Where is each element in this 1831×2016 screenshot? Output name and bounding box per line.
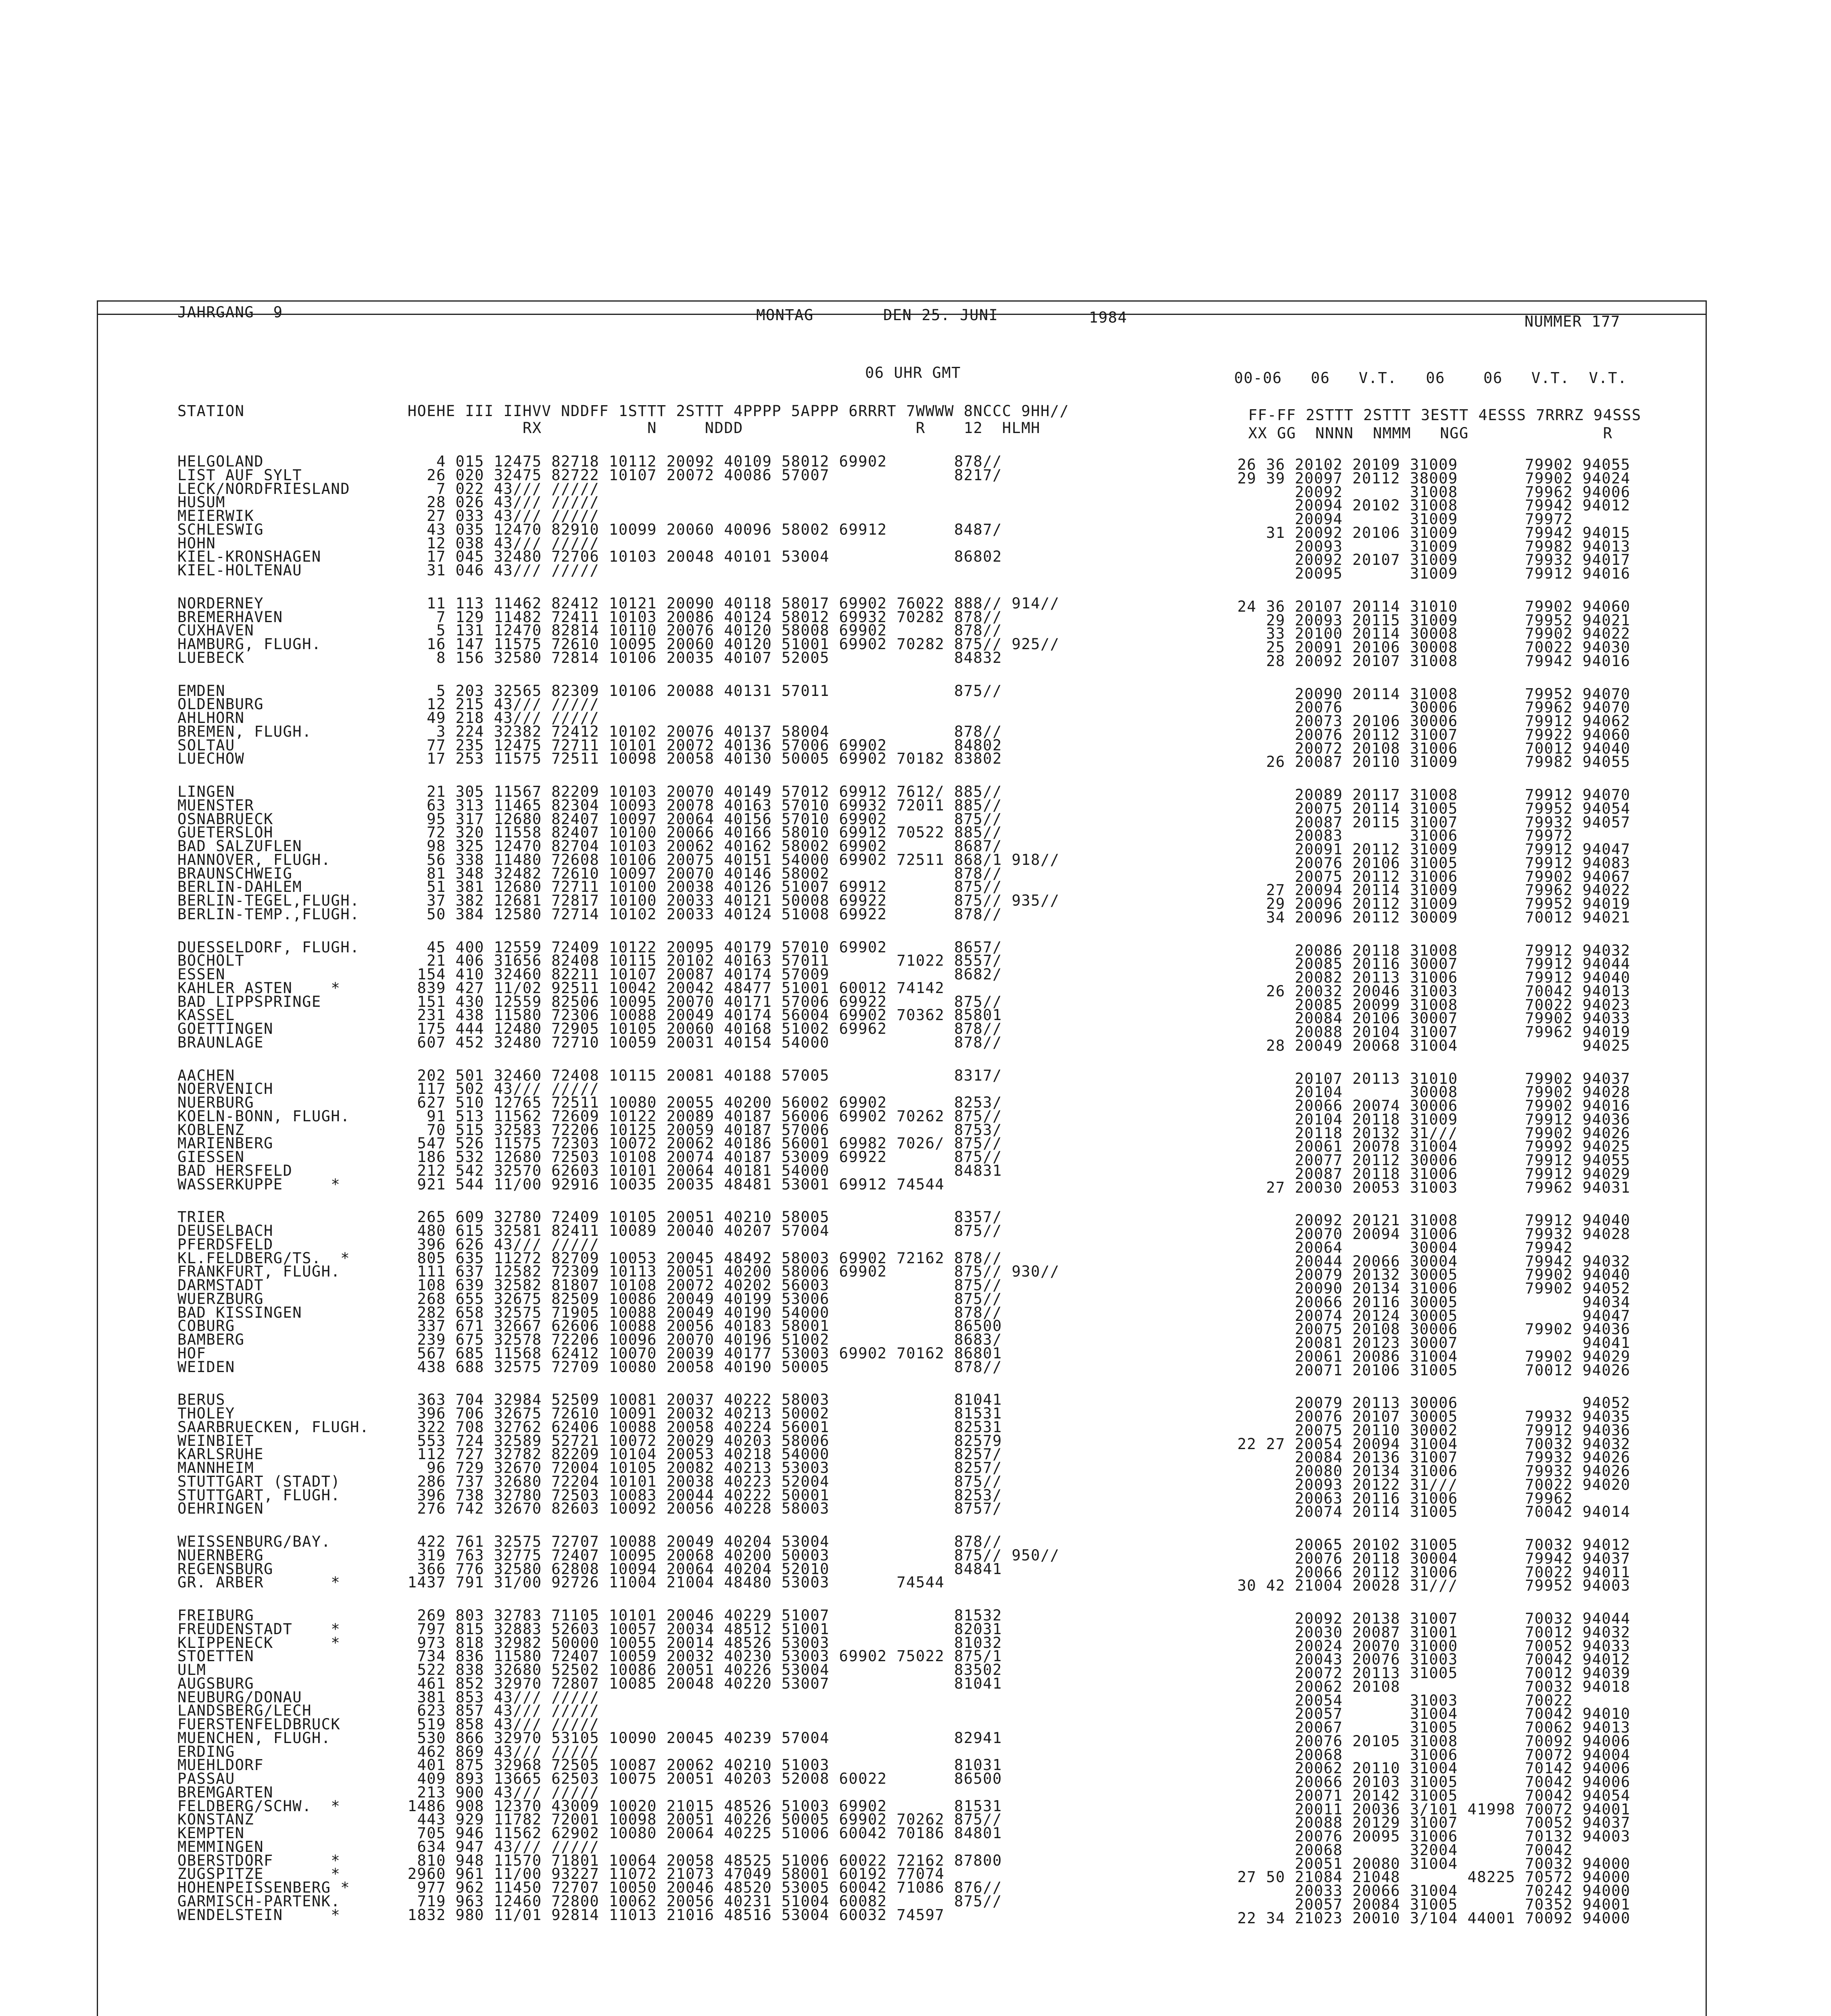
station-row-extra: 20077 20112 30006 79912 94055 xyxy=(1237,1152,1631,1169)
station-row-extra: 20076 20095 31006 70132 94003 xyxy=(1237,1828,1631,1845)
station-row-extra: 24 36 20107 20114 31010 79902 94060 xyxy=(1237,598,1631,615)
station-row-extra: 20088 20129 31007 70052 94037 xyxy=(1237,1814,1631,1832)
station-row-extra: 20051 20080 31004 70032 94000 xyxy=(1237,1855,1631,1872)
station-row-main: WUERZBURG 268 655 32675 82509 10086 20049 40199 53006 875// xyxy=(177,1290,1002,1308)
station-row-main: BAD LIPPSPRINGE 151 430 12559 82506 10095 20070 40171 57006 69922 875// xyxy=(177,993,1002,1010)
station-row-main: SCHLESWIG 43 035 12470 82910 10099 20060 40096 58002 69912 8487/ xyxy=(177,521,1002,538)
column-header-row-1-right: FF-FF 2STTT 2STTT 3ESTT 4ESSS 7RRRZ 94SSS xyxy=(1248,406,1641,424)
station-row-main: NORDERNEY 11 113 11462 82412 10121 20090 40118 58017 69902 76022 888// 914// xyxy=(177,594,1060,612)
station-row-main: NOERVENICH 117 502 43/// ///// xyxy=(177,1080,600,1098)
station-row-main: BOCHOLT 21 406 31656 82408 10115 20102 40163 57011 71022 8557/ xyxy=(177,952,1002,970)
day-label: MONTAG xyxy=(756,306,814,324)
station-row-main: HAMBURG, FLUGH. 16 147 11575 72610 10095 20060 40120 51001 69902 70282 875// 925// xyxy=(177,635,1060,653)
station-row-main: FELDBERG/SCHW. * 1486 908 12370 43009 10020 21015 48526 51003 69902 81531 xyxy=(177,1797,1002,1815)
station-row-main: WEIDEN 438 688 32575 72709 10080 20058 40190 50005 878// xyxy=(177,1358,1002,1376)
station-row-extra: 20082 20113 31006 79912 94040 xyxy=(1237,969,1631,986)
station-row-extra: 20088 20104 31007 79962 94019 xyxy=(1237,1023,1631,1041)
station-row-extra: 20067 31005 70062 94013 xyxy=(1237,1719,1631,1736)
station-row-main: GIESSEN 186 532 12680 72503 10108 20074 40187 53009 69922 875// xyxy=(177,1148,1002,1166)
station-row-extra: 20083 31006 79972 xyxy=(1237,827,1573,845)
station-row-extra: 20085 20116 30007 79912 94044 xyxy=(1237,955,1631,973)
station-row-main: AUGSBURG 461 852 32970 72807 10085 20048 40220 53007 81041 xyxy=(177,1674,1002,1692)
station-row-main: FRANKFURT, FLUGH. 111 637 12582 72309 10113 20051 40200 58006 69902 875// 930// xyxy=(177,1263,1060,1281)
station-row-main: PASSAU 409 893 13665 62503 10075 20051 40203 52008 60022 86500 xyxy=(177,1770,1002,1787)
station-row-main: STUTTGART (STADT) 286 737 32680 72204 10101 20038 40223 52004 875// xyxy=(177,1472,1002,1490)
column-header-row-2-right: XX GG NNNN NMMM NGG R xyxy=(1248,425,1613,442)
station-row-extra: 20093 20122 31/// 70022 94020 xyxy=(1237,1476,1631,1493)
station-row-main: CUXHAVEN 5 131 12470 82814 10110 20076 40120 58008 69902 878// xyxy=(177,622,1002,639)
issue-number: NUMMER 177 xyxy=(1524,313,1620,330)
station-row-extra: 27 50 21084 21048 48225 70572 94000 xyxy=(1237,1868,1631,1886)
station-row-main: BAD SALZUFLEN 98 325 12470 82704 10103 20062 40162 58002 69902 8687/ xyxy=(177,837,1002,855)
station-row-extra: 20081 20123 30007 94041 xyxy=(1237,1334,1631,1352)
station-row-extra: 20065 20102 31005 70032 94012 xyxy=(1237,1536,1631,1554)
station-row-extra: 20118 20132 31/// 79902 94026 xyxy=(1237,1124,1631,1142)
station-row-extra: 20084 20106 30007 79902 94033 xyxy=(1237,1010,1631,1027)
station-row-extra: 20086 20118 31008 79912 94032 xyxy=(1237,941,1631,959)
station-row-main: GR. ARBER * 1437 791 31/00 92726 11004 21004 48480 53003 74544 xyxy=(177,1574,945,1591)
station-row-extra: 20057 31004 70042 94010 xyxy=(1237,1705,1631,1723)
station-row-main: SOLTAU 77 235 12475 72711 10101 20072 40136 57006 69902 84802 xyxy=(177,736,1002,754)
station-row-main: AHLHORN 49 218 43/// ///// xyxy=(177,709,600,727)
station-row-extra: 29 20096 20112 31009 79952 94019 xyxy=(1237,895,1631,912)
station-row-extra: 20043 20076 31003 70042 94012 xyxy=(1237,1651,1631,1668)
column-header-row-2: RX N NDDD R 12 HLMH xyxy=(177,419,1041,437)
station-row-main: OEHRINGEN 276 742 32670 82603 10092 20056 40228 58003 8757/ xyxy=(177,1500,1002,1518)
station-row-extra: 20092 20138 31007 70032 94044 xyxy=(1237,1610,1631,1627)
station-row-main: KL.FELDBERG/TS. * 805 635 11272 82709 10053 20045 48492 58003 69902 72162 878// xyxy=(177,1249,1002,1267)
station-row-extra: 20095 31009 79912 94016 xyxy=(1237,565,1631,582)
station-row-extra: 20068 32004 70042 xyxy=(1237,1841,1573,1859)
date-label: DEN 25. JUNI xyxy=(883,306,999,324)
station-row-main: ZUGSPITZE * 2960 961 11/00 93227 11072 21073 47049 58001 60192 77074 xyxy=(177,1865,945,1883)
station-row-main: GARMISCH-PARTENK. 719 963 12460 72800 10062 20056 40231 51004 60082 875// xyxy=(177,1892,1002,1910)
station-row-extra: 20080 20134 31006 79932 94026 xyxy=(1237,1462,1631,1480)
station-row-main: NEUBURG/DONAU 381 853 43/// ///// xyxy=(177,1688,600,1706)
station-row-main: BRAUNSCHWEIG 81 348 32482 72610 10097 20070 40146 58002 878// xyxy=(177,864,1002,882)
station-row-extra: 20075 20108 30006 79902 94036 xyxy=(1237,1320,1631,1338)
station-row-extra: 20066 20074 30006 79902 94016 xyxy=(1237,1097,1631,1114)
station-row-extra: 26 36 20102 20109 31009 79902 94055 xyxy=(1237,456,1631,473)
station-row-main: SAARBRUECKEN, FLUGH. 322 708 32762 62406 10088 20058 40224 56001 82531 xyxy=(177,1418,1002,1436)
station-row-extra: 20091 20112 31009 79912 94047 xyxy=(1237,841,1631,858)
station-row-extra: 20054 31003 70022 xyxy=(1237,1691,1573,1709)
station-row-extra: 27 20094 20114 31009 79962 94022 xyxy=(1237,881,1631,899)
station-row-extra: 20061 20086 31004 79902 94029 xyxy=(1237,1347,1631,1365)
station-row-main: TRIER 265 609 32780 72409 10105 20051 40210 58005 8357/ xyxy=(177,1208,1002,1226)
station-row-extra: 20072 20108 31006 70012 94040 xyxy=(1237,739,1631,757)
station-row-extra: 20064 30004 79942 xyxy=(1237,1239,1573,1256)
station-row-main: LINGEN 21 305 11567 82209 10103 20070 40149 57012 69912 7612/ 885// xyxy=(177,783,1002,800)
station-row-main: NUERBURG 627 510 12765 72511 10080 20055 40200 56002 69902 8253/ xyxy=(177,1094,1002,1111)
station-row-extra: 20104 20118 31009 79912 94036 xyxy=(1237,1110,1631,1128)
station-row-extra: 28 20049 20068 31004 94025 xyxy=(1237,1037,1631,1054)
station-row-extra: 20089 20117 31008 79912 94070 xyxy=(1237,786,1631,804)
station-row-main: KLIPPENECK * 973 818 32982 50000 10055 20014 48526 53003 81032 xyxy=(177,1634,1002,1652)
station-row-main: MANNHEIM 96 729 32670 72004 10105 20082 40213 53003 8257/ xyxy=(177,1459,1002,1477)
station-row-extra: 25 20091 20106 30008 70022 94030 xyxy=(1237,639,1631,656)
station-row-main: BREMEN, FLUGH. 3 224 32382 72412 10102 20076 40137 58004 878// xyxy=(177,723,1002,740)
station-row-extra: 20075 20110 30002 79912 94036 xyxy=(1237,1421,1631,1439)
station-row-extra: 20062 20108 70032 94018 xyxy=(1237,1678,1631,1695)
station-row-extra: 20030 20087 31001 70012 94032 xyxy=(1237,1623,1631,1641)
station-row-extra: 20092 20107 31009 79932 94017 xyxy=(1237,551,1631,569)
station-row-main: OBERSTDORF * 810 948 11570 71801 10064 20058 48525 51006 60022 72162 87800 xyxy=(177,1851,1002,1869)
station-row-main: BAD HERSFELD 212 542 32570 62603 10101 20064 40181 54000 84831 xyxy=(177,1162,1002,1179)
station-row-main: ESSEN 154 410 32460 82211 10107 20087 40174 57009 8682/ xyxy=(177,966,1002,983)
station-row-main: COBURG 337 671 32667 62606 10088 20056 40183 58001 86500 xyxy=(177,1317,1002,1335)
station-row-main: MUENCHEN, FLUGH. 530 866 32970 53105 10090 20045 40239 57004 82941 xyxy=(177,1729,1002,1747)
station-row-extra: 20061 20078 31004 79992 94025 xyxy=(1237,1138,1631,1156)
station-row-main: LANDSBERG/LECH 623 857 43/// ///// xyxy=(177,1702,600,1720)
station-row-extra: 20094 31009 79972 xyxy=(1237,510,1573,528)
station-row-extra: 20092 20121 31008 79912 94040 xyxy=(1237,1212,1631,1229)
station-row-main: ERDING 462 869 43/// ///// xyxy=(177,1743,600,1760)
station-row-main: FREIBURG 269 803 32783 71105 10101 20046 40229 51007 81532 xyxy=(177,1607,1002,1624)
station-row-main: OLDENBURG 12 215 43/// ///// xyxy=(177,696,600,713)
station-row-extra: 20066 20116 30005 94034 xyxy=(1237,1293,1631,1311)
station-row-main: KEMPTEN 705 946 11562 62902 10080 20064 40225 51006 60042 70186 84801 xyxy=(177,1824,1002,1842)
station-row-main: DARMSTADT 108 639 32582 81807 10108 20072 40202 56003 875// xyxy=(177,1277,1002,1294)
station-row-main: FUERSTENFELDBRUCK 519 858 43/// ///// xyxy=(177,1716,600,1733)
station-row-main: PFERDSFELD 396 626 43/// ///// xyxy=(177,1235,600,1253)
column-header-row-1: STATION HOEHE III IIHVV NDDFF 1STTT 2STTT 4PPPP 5APPP 6RRRT 7WWWW 8NCCC 9HH// xyxy=(177,402,1070,420)
station-row-main: BERUS 363 704 32984 52509 10081 20037 40222 58003 81041 xyxy=(177,1391,1002,1409)
station-row-extra: 20076 20112 31007 79922 94060 xyxy=(1237,726,1631,744)
station-row-extra: 20076 20105 31008 70092 94006 xyxy=(1237,1732,1631,1750)
station-row-main: WENDELSTEIN * 1832 980 11/01 92814 11013 21016 48516 53004 60032 74597 xyxy=(177,1906,945,1924)
station-row-extra: 20076 20118 30004 79942 94037 xyxy=(1237,1549,1631,1567)
station-row-main: DUESSELDORF, FLUGH. 45 400 12559 72409 10122 20095 40179 57010 69902 8657/ xyxy=(177,938,1002,956)
station-row-extra: 20087 20118 31006 79912 94029 xyxy=(1237,1165,1631,1183)
station-row-main: HOHENPEISSENBERG * 977 962 11450 72707 10050 20046 48520 53005 60042 71086 876// xyxy=(177,1879,1002,1896)
station-row-extra: 26 20087 20110 31009 79982 94055 xyxy=(1237,753,1631,771)
station-row-extra: 22 27 20054 20094 31004 70032 94032 xyxy=(1237,1435,1631,1453)
station-row-main: BRAUNLAGE 607 452 32480 72710 10059 20031 40154 54000 878// xyxy=(177,1033,1002,1051)
station-row-main: KIEL-HOLTENAU 31 046 43/// ///// xyxy=(177,562,600,579)
station-row-extra: 34 20096 20112 30009 70012 94021 xyxy=(1237,908,1631,926)
year-label: 1984 xyxy=(1089,309,1128,326)
station-row-extra: 20071 20142 31005 70042 94054 xyxy=(1237,1787,1631,1804)
station-row-main: LUECHOW 17 253 11575 72511 10098 20058 40130 50005 69902 70182 83802 xyxy=(177,750,1002,768)
station-row-extra: 20024 20070 31000 70052 94033 xyxy=(1237,1637,1631,1655)
station-row-main: NUERNBERG 319 763 32775 72407 10095 20068 40200 50003 875// 950// xyxy=(177,1546,1060,1564)
station-row-extra: 20063 20116 31006 79962 xyxy=(1237,1489,1573,1507)
station-row-extra: 28 20092 20107 31008 79942 94016 xyxy=(1237,652,1631,670)
station-row-main: MEMMINGEN 634 947 43/// ///// xyxy=(177,1838,600,1856)
station-row-extra: 33 20100 20114 30008 79902 94022 xyxy=(1237,625,1631,643)
station-row-main: HOF 567 685 11568 62412 10070 20039 40177 53003 69902 70162 86801 xyxy=(177,1344,1002,1362)
station-row-main: KIEL-KRONSHAGEN 17 045 32480 72706 10103 20048 40101 53004 86802 xyxy=(177,548,1002,566)
station-row-extra: 20073 20106 30006 79912 94062 xyxy=(1237,712,1631,730)
station-row-main: BERLIN-TEMP.,FLUGH. 50 384 12580 72714 10102 20033 40124 51008 69922 878// xyxy=(177,905,1002,923)
station-row-main: WEISSENBURG/BAY. 422 761 32575 72707 10088 20049 40204 53004 878// xyxy=(177,1533,1002,1550)
station-row-main: WEINBIET 553 724 32589 52721 10072 20029 40203 58006 82579 xyxy=(177,1432,1002,1450)
station-row-extra: 20072 20113 31005 70012 94039 xyxy=(1237,1664,1631,1682)
station-row-main: WASSERKUPPE * 921 544 11/00 92916 10035 20035 48481 53001 69912 74544 xyxy=(177,1175,945,1193)
station-row-extra: 20079 20113 30006 94052 xyxy=(1237,1394,1631,1412)
station-row-main: STUTTGART, FLUGH. 396 738 32780 72503 10083 20044 40222 50001 8253/ xyxy=(177,1486,1002,1504)
station-row-main: LUEBECK 8 156 32580 72814 10106 20035 40107 52005 84832 xyxy=(177,649,1002,666)
station-row-extra: 20074 20124 30005 94047 xyxy=(1237,1307,1631,1325)
station-row-main: FREUDENSTADT * 797 815 32883 52603 10057 20034 48512 51001 82031 xyxy=(177,1620,1002,1638)
station-row-extra: 20076 20107 30005 79932 94035 xyxy=(1237,1408,1631,1425)
station-row-main: HUSUM 28 026 43/// ///// xyxy=(177,494,600,511)
station-row-main: REGENSBURG 366 776 32580 62808 10094 20064 40204 52010 84841 xyxy=(177,1560,1002,1578)
station-row-main: STOETTEN 734 836 11580 72407 10059 20032 40230 53003 69902 75022 875/1 xyxy=(177,1647,1002,1665)
station-row-extra: 20071 20106 31005 70012 94026 xyxy=(1237,1361,1631,1379)
station-row-main: EMDEN 5 203 32565 82309 10106 20088 40131 57011 875// xyxy=(177,682,1002,700)
station-row-main: KONSTANZ 443 929 11782 72001 10098 20051 40226 50005 69902 70262 875// xyxy=(177,1811,1002,1829)
station-row-extra: 20092 31008 79962 94006 xyxy=(1237,483,1631,501)
station-row-main: MUENSTER 63 313 11465 82304 10093 20078 40163 57010 69932 72011 885// xyxy=(177,796,1002,814)
station-row-main: BAMBERG 239 675 32578 72206 10096 20070 40196 51002 8683/ xyxy=(177,1331,1002,1348)
station-row-extra: 29 20093 20115 31009 79952 94021 xyxy=(1237,611,1631,629)
station-row-extra: 20090 20114 31008 79952 94070 xyxy=(1237,685,1631,703)
jahrgang-label: JAHRGANG 9 xyxy=(177,304,283,321)
station-row-extra: 20085 20099 31008 70022 94023 xyxy=(1237,996,1631,1014)
station-row-main: LECK/NORDFRIESLAND 7 022 43/// ///// xyxy=(177,480,600,498)
station-row-extra: 20011 20036 3/101 41998 70072 94001 xyxy=(1237,1800,1631,1818)
station-row-extra: 20093 31009 79982 94013 xyxy=(1237,537,1631,555)
station-row-main: OSNABRUECK 95 317 12680 82407 10097 20064 40156 57010 69902 875// xyxy=(177,810,1002,828)
station-row-extra: 26 20032 20046 31003 70042 94013 xyxy=(1237,982,1631,1000)
station-row-extra: 20087 20115 31007 79932 94057 xyxy=(1237,813,1631,831)
station-row-extra: 20094 20102 31008 79942 94012 xyxy=(1237,497,1631,514)
station-row-main: MARIENBERG 547 526 11575 72303 10072 20062 40186 56001 69982 7026/ 875// xyxy=(177,1135,1002,1152)
station-row-main: MEIERWIK 27 033 43/// ///// xyxy=(177,507,600,525)
station-row-main: BREMGARTEN 213 900 43/// ///// xyxy=(177,1783,600,1801)
station-row-main: AACHEN 202 501 32460 72408 10115 20081 40188 57005 8317/ xyxy=(177,1066,1002,1084)
station-row-extra: 20079 20132 30005 79902 94040 xyxy=(1237,1266,1631,1284)
time-header-right: 00-06 06 V.T. 06 06 V.T. V.T. xyxy=(1234,369,1627,387)
station-row-extra: 20104 30008 79902 94028 xyxy=(1237,1083,1631,1101)
station-row-main: KARLSRUHE 112 727 32782 82209 10104 20053 40218 54000 8257/ xyxy=(177,1445,1002,1463)
station-row-main: HOHN 12 038 43/// ///// xyxy=(177,534,600,552)
station-row-main: BERLIN-TEGEL,FLUGH. 37 382 12681 72817 10100 20033 40121 50008 69922 875// 935// xyxy=(177,892,1060,909)
station-row-main: MUEHLDORF 401 875 32968 72505 10087 20062 40210 51003 81031 xyxy=(177,1756,1002,1774)
station-row-main: BAD KISSINGEN 282 658 32575 71905 10088 20049 40190 54000 878// xyxy=(177,1304,1002,1321)
station-row-main: HANNOVER, FLUGH. 56 338 11480 72608 10106 20075 40151 54000 69902 72511 868/1 918// xyxy=(177,851,1060,868)
station-row-main: GUETERSLOH 72 320 11558 82407 10100 20066 40166 58010 69912 70522 885// xyxy=(177,824,1002,841)
station-row-main: KOELN-BONN, FLUGH. 91 513 11562 72609 10122 20089 40187 56006 69902 70262 875// xyxy=(177,1107,1002,1125)
station-row-main: KOBLENZ 70 515 32583 72206 10125 20059 40187 57006 8753/ xyxy=(177,1121,1002,1139)
station-row-extra: 20033 20066 31004 70242 94000 xyxy=(1237,1882,1631,1899)
station-row-main: KAHLER ASTEN * 839 427 11/02 92511 10042 20042 48477 51001 60012 74142 xyxy=(177,979,945,997)
station-row-main: BERLIN-DAHLEM 51 381 12680 72711 10100 20038 40126 51007 69912 875// xyxy=(177,878,1002,896)
station-row-main: HELGOLAND 4 015 12475 82718 10112 20092 40109 58012 69902 878// xyxy=(177,453,1002,470)
station-row-extra: 27 20030 20053 31003 79962 94031 xyxy=(1237,1179,1631,1196)
station-row-extra: 20066 20112 31006 70022 94011 xyxy=(1237,1563,1631,1581)
time-header: 06 UHR GMT xyxy=(865,364,961,381)
station-row-extra: 20075 20114 31005 79952 94054 xyxy=(1237,800,1631,817)
station-row-main: ULM 522 838 32680 52502 10086 20051 40226 53004 83502 xyxy=(177,1661,1002,1679)
station-row-extra: 20057 20084 31005 70352 94001 xyxy=(1237,1895,1631,1913)
station-row-extra: 20068 31006 70072 94004 xyxy=(1237,1746,1631,1764)
station-row-main: GOETTINGEN 175 444 12480 72905 10105 20060 40168 51002 69962 878// xyxy=(177,1020,1002,1037)
station-row-extra: 20090 20134 31006 79902 94052 xyxy=(1237,1280,1631,1297)
station-row-main: KASSEL 231 438 11580 72306 10088 20049 40174 56004 69902 70362 85801 xyxy=(177,1006,1002,1024)
station-row-extra: 20074 20114 31005 70042 94014 xyxy=(1237,1503,1631,1521)
station-row-main: DEUSELBACH 480 615 32581 82411 10089 20040 40207 57004 875// xyxy=(177,1222,1002,1239)
station-row-extra: 29 39 20097 20112 38009 79902 94024 xyxy=(1237,469,1631,487)
station-row-main: BREMERHAVEN 7 129 11482 72411 10103 20086 40124 58012 69932 70282 878// xyxy=(177,608,1002,626)
station-row-extra: 20070 20094 31006 79932 94028 xyxy=(1237,1225,1631,1243)
station-row-extra: 20076 20106 31005 79912 94083 xyxy=(1237,854,1631,872)
station-row-extra: 20044 20066 30004 79942 94032 xyxy=(1237,1252,1631,1270)
station-row-extra: 30 42 21004 20028 31/// 79952 94003 xyxy=(1237,1577,1631,1595)
station-row-extra: 20107 20113 31010 79902 94037 xyxy=(1237,1070,1631,1087)
station-row-extra: 20066 20103 31005 70042 94006 xyxy=(1237,1773,1631,1791)
station-row-extra: 20076 30006 79962 94070 xyxy=(1237,699,1631,716)
station-row-extra: 20075 20112 31006 79902 94067 xyxy=(1237,868,1631,885)
station-row-extra: 20062 20110 31004 70142 94006 xyxy=(1237,1760,1631,1777)
station-row-main: LIST AUF SYLT 26 020 32475 82722 10107 20072 40086 57007 8217/ xyxy=(177,466,1002,484)
station-row-extra: 31 20092 20106 31009 79942 94015 xyxy=(1237,524,1631,541)
station-row-main: THOLEY 396 706 32675 72610 10091 20032 40213 50002 81531 xyxy=(177,1405,1002,1422)
station-row-extra: 20084 20136 31007 79932 94026 xyxy=(1237,1449,1631,1466)
station-row-extra: 22 34 21023 20010 3/104 44001 70092 94000 xyxy=(1237,1909,1631,1927)
